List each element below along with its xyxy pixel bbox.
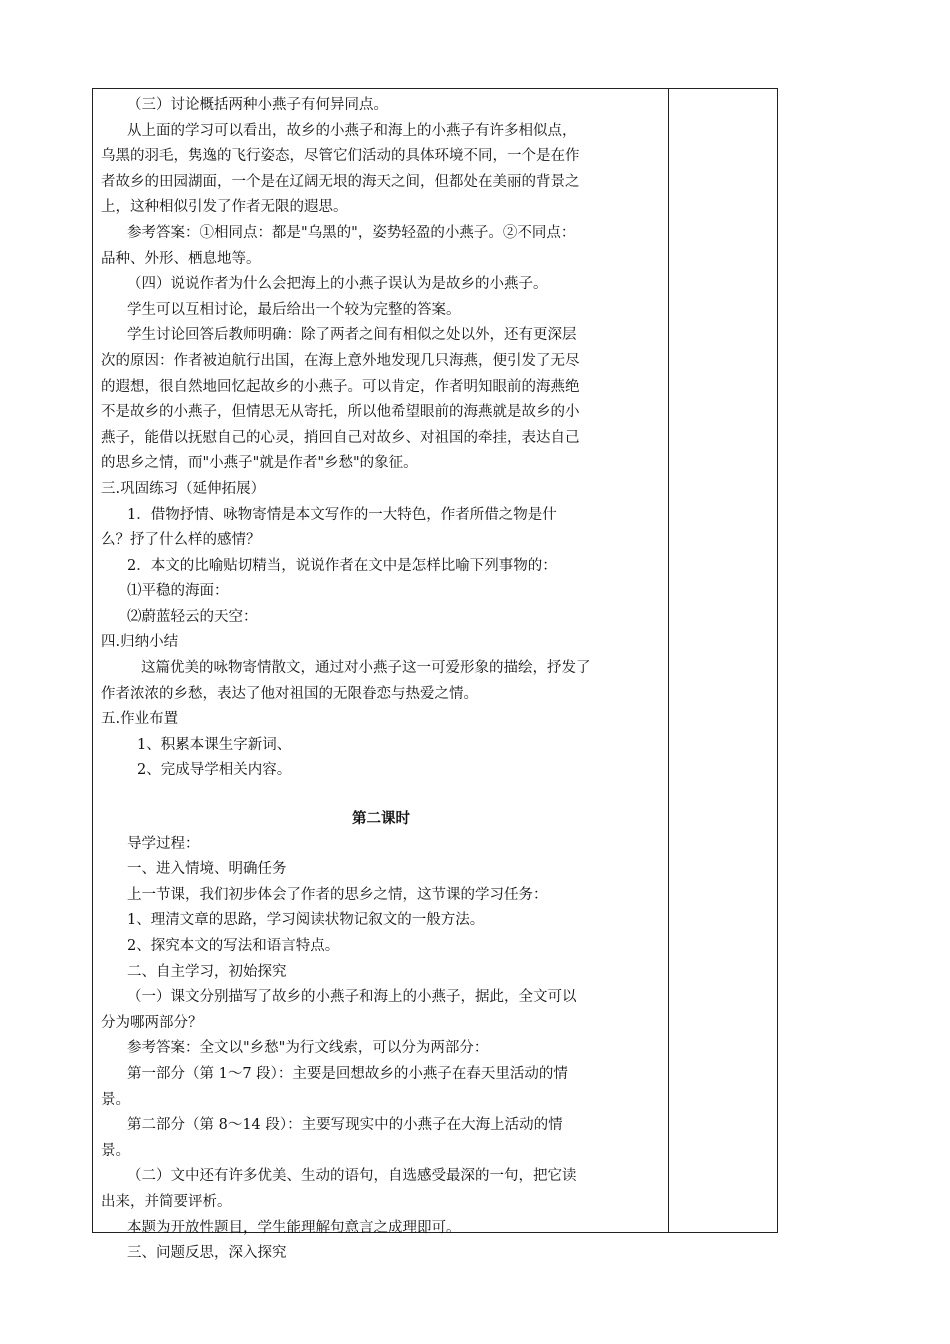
paragraph-line: 五.作业布置 (101, 711, 179, 728)
paragraph-line: 参考答案：全文以"乡愁"为行文线索，可以分为两部分： (127, 1040, 489, 1057)
paragraph-line: 参考答案：①相同点：都是"乌黑的"，姿势轻盈的小燕子。②不同点： (127, 224, 576, 241)
paragraph-line: 景。 (101, 1091, 130, 1108)
paragraph-line: 燕子，能借以抚慰自己的心灵，捎回自己对故乡、对祖国的牵挂，表达自己 (101, 429, 580, 446)
paragraph-line: 2、完成导学相关内容。 (137, 762, 292, 779)
column-divider (668, 89, 669, 1232)
paragraph-line: 本题为开放性题目，学生能理解句意言之成理即可。 (127, 1219, 461, 1236)
lesson-content (101, 93, 661, 1267)
paragraph-line: 2．本文的比喻贴切精当，说说作者在文中是怎样比喻下列事物的： (127, 557, 557, 574)
paragraph-line: 学生可以互相讨论，最后给出一个较为完整的答案。 (127, 301, 461, 318)
paragraph-line: 上，这种相似引发了作者无限的遐思。 (101, 199, 348, 216)
paragraph-line: （一）课文分别描写了故乡的小燕子和海上的小燕子，据此，全文可以 (127, 989, 577, 1006)
paragraph-line: 这篇优美的咏物寄情散文，通过对小燕子这一可爱形象的描绘，抒发了 (141, 660, 591, 677)
paragraph-line: （三）讨论概括两种小燕子有何异同点。 (127, 97, 388, 113)
paragraph-line: （四）说说作者为什么会把海上的小燕子误认为是故乡的小燕子。 (127, 276, 548, 293)
paragraph-line: 乌黑的羽毛，隽逸的飞行姿态，尽管它们活动的具体环境不同，一个是在作 (101, 148, 580, 165)
paragraph-line: 四.归纳小结 (101, 634, 179, 651)
paragraph-line: 不是故乡的小燕子，但情思无从寄托，所以他希望眼前的海燕就是故乡的小 (101, 404, 580, 421)
paragraph-line: 上一节课，我们初步体会了作者的思乡之情，这节课的学习任务： (127, 886, 548, 903)
paragraph-line: 的遐想，很自然地回忆起故乡的小燕子。可以肯定，作者明知眼前的海燕绝 (101, 378, 580, 395)
paragraph-line: 学生讨论回答后教师明确：除了两者之间有相似之处以外，还有更深层 (127, 327, 577, 344)
paragraph-line: 的思乡之情，而"小燕子"就是作者"乡愁"的象征。 (101, 455, 418, 472)
paragraph-line: 分为哪两部分？ (101, 1014, 203, 1031)
paragraph-line: 二、自主学习，初始探究 (127, 963, 287, 980)
lesson2-section (101, 832, 661, 1267)
paragraph-line: 者故乡的田园湖面，一个是在辽阔无垠的海天之间，但都处在美丽的背景之 (101, 173, 580, 190)
paragraph-line: ⑵蔚蓝轻云的天空： (127, 608, 258, 625)
paragraph-line: 么？抒了什么样的感情？ (101, 532, 261, 549)
paragraph-line: 1、积累本课生字新词、 (137, 736, 292, 753)
paragraph-line: 出来，并简要评析。 (101, 1193, 232, 1210)
lesson1-section (101, 93, 661, 784)
paragraph-line: 1、理清文章的思路，学习阅读状物记叙文的一般方法。 (127, 912, 485, 929)
paragraph-line: 第二部分（第 8～14 段）：主要写现实中的小燕子在大海上活动的情 (127, 1117, 563, 1134)
paragraph-line: 品种、外形、栖息地等。 (101, 250, 261, 267)
lesson2-heading: 第二课时 (352, 810, 410, 828)
lesson-table (92, 88, 778, 1262)
paragraph-line: 2、探究本文的写法和语言特点。 (127, 938, 340, 954)
paragraph-line: 导学过程： (127, 835, 200, 852)
paragraph-line: 1．借物抒情、咏物寄情是本文写作的一大特色，作者所借之物是什 (127, 506, 557, 523)
paragraph-line: 三.巩固练习（延伸拓展） (101, 480, 266, 497)
paragraph-line: 次的原因：作者被迫航行出国，在海上意外地发现几只海燕，便引发了无尽 (101, 352, 580, 369)
paragraph-line: 景。 (101, 1142, 130, 1159)
paragraph-line: 从上面的学习可以看出，故乡的小燕子和海上的小燕子有许多相似点， (127, 122, 577, 139)
paragraph-line: （二）文中还有许多优美、生动的语句，自选感受最深的一句，把它读 (127, 1168, 577, 1185)
paragraph-line: ⑴平稳的海面： (127, 583, 229, 600)
paragraph-line: 第一部分（第 1～7 段）：主要是回想故乡的小燕子在春天里活动的情 (127, 1065, 568, 1082)
paragraph-line: 作者浓浓的乡愁，表达了他对祖国的无限眷恋与热爱之情。 (101, 685, 478, 702)
paragraph-line: 一、进入情境、明确任务 (127, 861, 287, 878)
paragraph-line: 三、问题反思，深入探究 (127, 1245, 287, 1262)
